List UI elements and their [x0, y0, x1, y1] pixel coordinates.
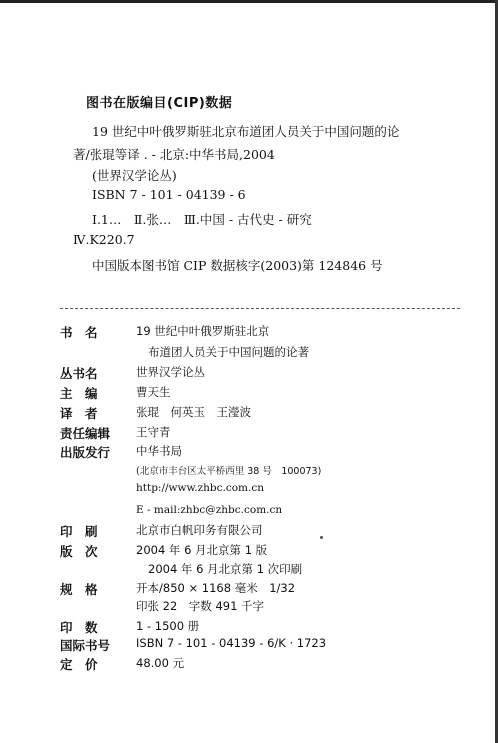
speck — [320, 536, 323, 539]
cip-line-4: ISBN 7 - 101 - 04139 - 6 — [92, 187, 246, 202]
publisher-email: E - mail:zhbc@zhbc.com.cn — [136, 504, 283, 516]
value-printer: 北京市白帆印务有限公司 — [136, 523, 263, 537]
cip-heading: 图书在版编目(CIP)数据 — [86, 96, 233, 111]
value-isbn: ISBN 7 - 101 - 04139 - 6/K · 1723 — [136, 636, 327, 650]
cip-line-6: Ⅳ.K220.7 — [73, 232, 135, 247]
value-edition-1: 2004 年 6 月北京第 1 版 — [136, 543, 268, 557]
value-translator: 张琨 何英玉 王瀅波 — [136, 405, 251, 419]
value-series: 世界汉学论丛 — [136, 365, 205, 379]
page-edge-top — [0, 0, 498, 3]
cip-line-5: Ⅰ.1… Ⅱ.张… Ⅲ.中国 - 古代史 - 研究 — [92, 212, 312, 227]
value-spec-2: 印张 22 字数 491 千字 — [136, 599, 265, 613]
value-edition-2: 2004 年 6 月北京第 1 次印刷 — [148, 562, 303, 576]
section-divider — [60, 308, 460, 309]
value-title-line2: 布道团人员关于中国问题的论著 — [148, 345, 309, 359]
value-price: 48.00 元 — [136, 656, 185, 670]
row-price — [60, 655, 184, 673]
publisher-website: http://www.zhbc.com.cn — [136, 482, 264, 494]
value-publisher: 中华书局 — [136, 444, 182, 458]
row-series — [60, 364, 205, 382]
row-responsible-editor — [60, 424, 171, 442]
value-copies: 1 - 1500 册 — [136, 619, 200, 633]
cip-line-1: 19 世纪中叶俄罗斯驻北京布道团人员关于中国问题的论 — [92, 124, 400, 139]
label-printer: 印 刷 — [60, 524, 98, 539]
row-publisher — [60, 443, 182, 461]
row-translator — [60, 404, 251, 422]
value-spec-1: 开本/850 × 1168 毫米 1/32 — [136, 581, 296, 595]
row-copies — [60, 618, 199, 636]
label-spec: 规 格 — [60, 582, 98, 597]
label-translator: 译 者 — [60, 406, 98, 421]
row-edition — [60, 542, 267, 560]
row-title — [60, 323, 269, 341]
row-spec — [60, 580, 295, 598]
label-price: 定 价 — [60, 657, 98, 672]
label-copies: 印 数 — [60, 620, 98, 635]
value-responsible-editor: 王守青 — [136, 425, 171, 439]
row-printer — [60, 522, 263, 540]
cip-line-3: (世界汉学论丛) — [92, 168, 177, 183]
value-title-line1: 19 世纪中叶俄罗斯驻北京 — [136, 324, 270, 338]
label-isbn: 国际书号 — [60, 638, 111, 653]
label-title: 书 名 — [60, 325, 98, 340]
publisher-address: (北京市丰台区太平桥西里 38 号 100073) — [136, 466, 322, 477]
label-publisher: 出版发行 — [60, 445, 111, 460]
label-responsible-editor: 责任编辑 — [60, 426, 111, 441]
row-isbn — [60, 636, 326, 654]
cip-line-2: 著/张琨等译 . - 北京:中华书局,2004 — [73, 147, 275, 162]
label-editor: 主 编 — [60, 386, 98, 401]
row-editor — [60, 384, 171, 402]
label-series: 丛书名 — [60, 366, 98, 381]
value-editor: 曹天生 — [136, 385, 171, 399]
cip-line-7: 中国版本图书馆 CIP 数据核字(2003)第 124846 号 — [92, 258, 383, 273]
label-edition: 版 次 — [60, 544, 98, 559]
